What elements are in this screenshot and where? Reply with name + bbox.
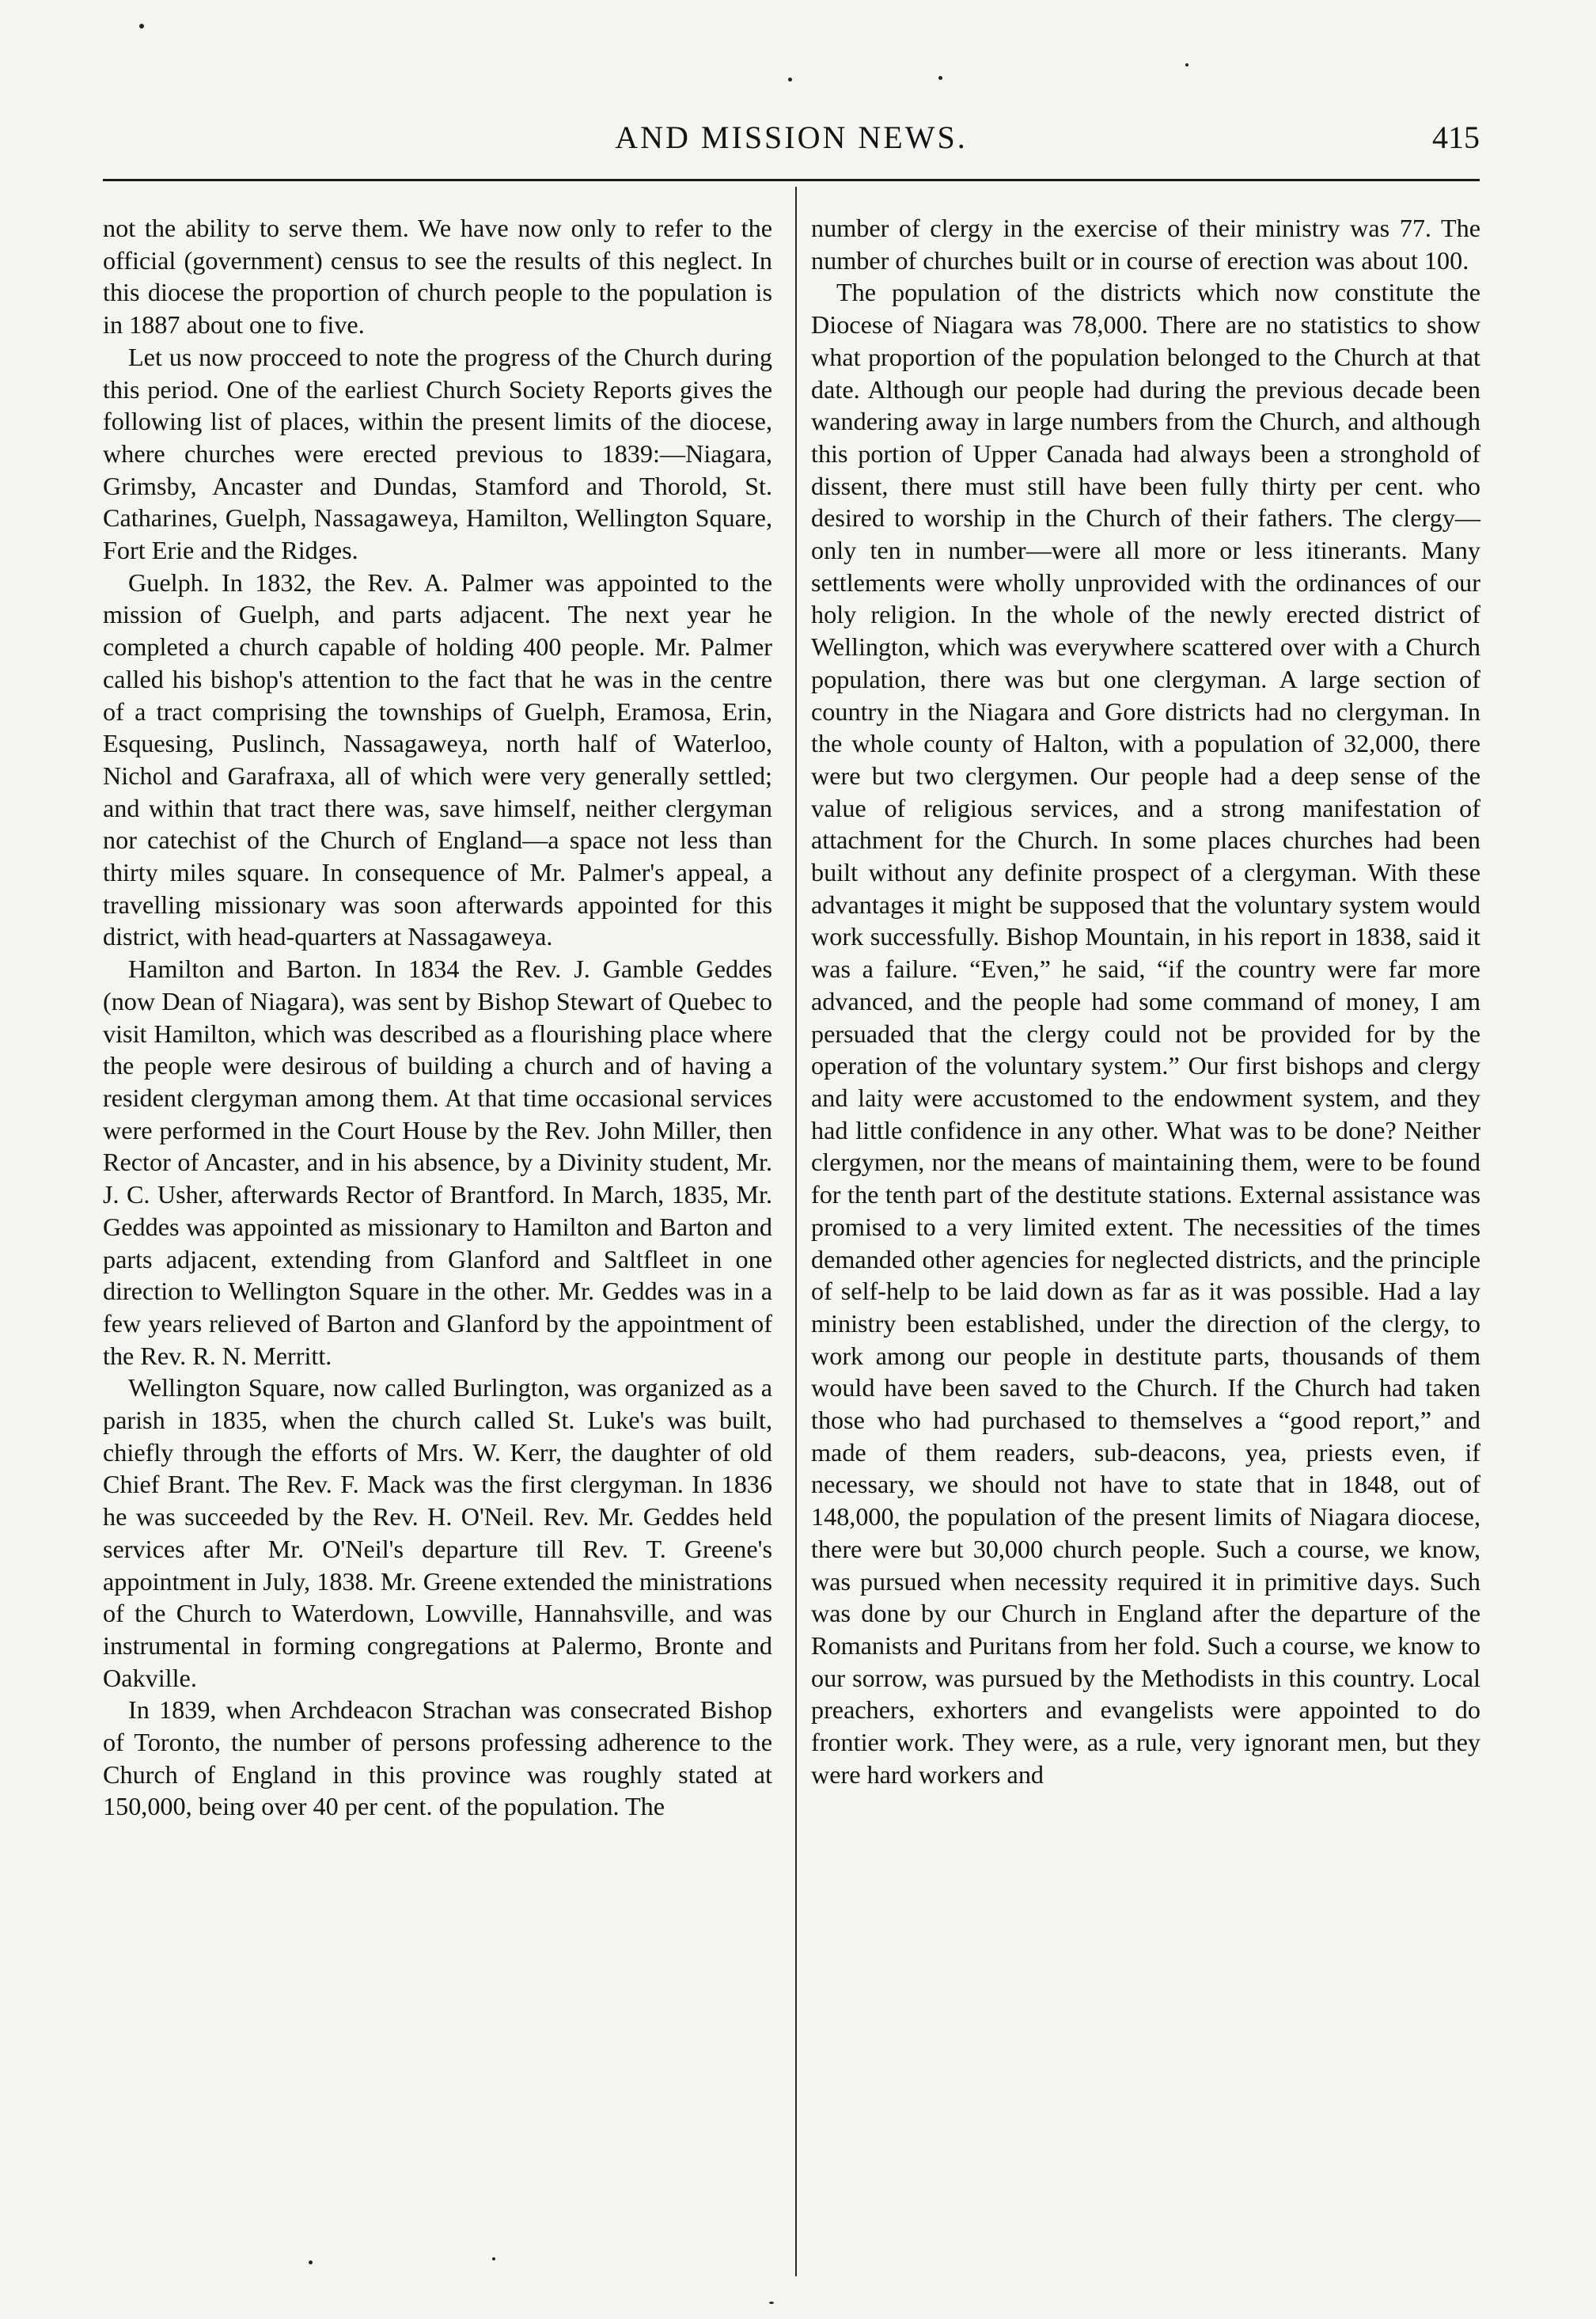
paragraph: number of clergy in the exercise of their ministry was 77. The number of churches built or in course of erection was about 100. <box>811 214 1480 275</box>
column-divider <box>795 187 797 2276</box>
scan-speck <box>139 24 144 28</box>
page-number: 415 <box>1432 120 1480 155</box>
scan-speck <box>1185 63 1188 66</box>
scan-speck <box>492 2257 495 2260</box>
right-column <box>811 212 1480 1790</box>
scan-speck <box>309 2260 313 2264</box>
running-head: AND MISSION NEWS. <box>615 120 968 155</box>
page-header <box>103 119 1480 166</box>
paragraph: In 1839, when Archdeacon Strachan was consecrated Bishop of Toronto, the number of persons professing adherence to the Church of England in this province was roughly stated at 150,000, being over 40 per cent. of the population. The <box>103 1695 772 1821</box>
paragraph: Guelph. In 1832, the Rev. A. Palmer was appointed to the mission of Guelph, and parts adjacent. The next year he completed a church capable of holding 400 people. Mr. Palmer called his bishop's attention to the fact that he was in the centre of a tract comprising the townships of Guelph, Eramosa, Erin, Esquesing, Puslinch, Nassagaweya, north half of Waterloo, Nichol and Garafraxa, all of which were very generally settled; and within that tract there was, save himself, neither clergyman nor catechist of the Church of England—a space not less than thirty miles square. In consequence of Mr. Palmer's appeal, a travelling missionary was soon afterwards appointed for this district, with head-quarters at Nassagaweya. <box>103 567 772 951</box>
header-rule <box>103 179 1480 181</box>
paragraph: Wellington Square, now called Burlington, was organized as a parish in 1835, when the church called St. Luke's was built, chiefly through the efforts of Mrs. W. Kerr, the daughter of old Chief Brant. The Rev. F. Mack was the first clergyman. In 1836 he was succeeded by the Rev. H. O'Neil. Rev. Mr. Geddes held services after Mr. O'Neil's departure till Rev. T. Greene's appointment in July, 1838. Mr. Greene extended the ministrations of the Church to Waterdown, Lowville, Hannahsville, and was instrumental in forming congregations at Palermo, Bronte and Oakville. <box>103 1373 772 1692</box>
paragraph: Let us now procceed to note the progress of the Church during this period. One of the earliest Church Society Reports gives the following list of places, within the present limits of the diocese, where churches were erected previous to 1839:—Niagara, Grimsby, Ancaster and Dundas, Stamford and Thorold, St. Catharines, Guelph, Nassagaweya, Hamilton, Wellington Square, Fort Erie and the Ridges. <box>103 342 772 565</box>
scan-speck <box>788 78 792 82</box>
paragraph: The population of the districts which now constitute the Diocese of Niagara was 78,000. There are no statistics to show what proportion of the population belonged to the Church at that date. Although our people had during the previous decade been wandering away in large numbers from the Church, and although this portion of Upper Canada had always been a stronghold of dissent, there must still have been fully thirty per cent. who desired to worship in the Church of their fathers. The clergy—only ten in number—were all more or less itinerants. Many settlements were wholly unprovided with the ordinances of our holy religion. In the whole of the newly erected district of Wellington, which was everywhere scattered over with a Church population, there was but one clergyman. A large section of country in the Niagara and Gore districts had no clergyman. In the whole county of Halton, with a population of 32,000, there were but two clergymen. Our people had a deep sense of the value of religious services, and a strong manifestation of attachment for the Church. In some places churches had been built without any definite prospect of a clergyman. With these advantages it might be supposed that the voluntary system would work successfully. Bishop Mountain, in his report in 1838, said it was a failure. “Even,” he said, “if the country were far more advanced, and the people had some command of money, I am persuaded that the clergy could not be provided for by the operation of the voluntary system.” Our first bishops and clergy and laity were accustomed to the endowment system, and they had little confidence in any other. What was to be done? Neither clergymen, nor the means of maintaining them, were to be found for the tenth part of the destitute stations. External assistance was promised to a very limited extent. The necessities of the times demanded other agencies for neglected districts, and the principle of self-help to be laid down as far as it was possible. Had a lay ministry been established, under the direction of the clergy, to work among our people in destitute parts, thousands of them would have been saved to the Church. If the Church had taken those who had purchased to themselves a “good report,” and made of them readers, sub-deacons, yea, priests even, if necessary, we should not have to state that in 1848, out of 148,000, the population of the present limits of Niagara diocese, there were but 30,000 church people. Such a course, we know, was pursued when necessity required it in primitive days. Such was done by our Church in England after the departure of the Romanists and Puritans from her fold. Such a course, we know to our sorrow, was pursued by the Methodists in this country. Local preachers, exhorters and evangelists were appointed to do frontier work. They were, as a rule, very ignorant men, but they were hard workers and <box>811 278 1480 1789</box>
scan-speck <box>769 2302 774 2304</box>
left-column <box>103 212 772 1823</box>
paragraph: not the ability to serve them. We have now only to refer to the official (government) census to see the results of this neglect. In this diocese the proportion of church people to the population is in 1887 about one to five. <box>103 214 772 340</box>
scan-speck <box>938 76 942 80</box>
paragraph: Hamilton and Barton. In 1834 the Rev. J. Gamble Geddes (now Dean of Niagara), was sent by Bishop Stewart of Quebec to visit Hamilton, which was described as a flourishing place where the people were desirous of building a church and of having a resident clergyman among them. At that time occasional services were performed in the Court House by the Rev. John Miller, then Rector of Ancaster, and in his absence, by a Divinity student, Mr. J. C. Usher, afterwards Rector of Brantford. In March, 1835, Mr. Geddes was appointed as missionary to Hamilton and Barton and parts adjacent, extending from Glanford and Saltfleet in one direction to Wellington Square in the other. Mr. Geddes was in a few years relieved of Barton and Glanford by the appointment of the Rev. R. N. Merritt. <box>103 955 772 1370</box>
